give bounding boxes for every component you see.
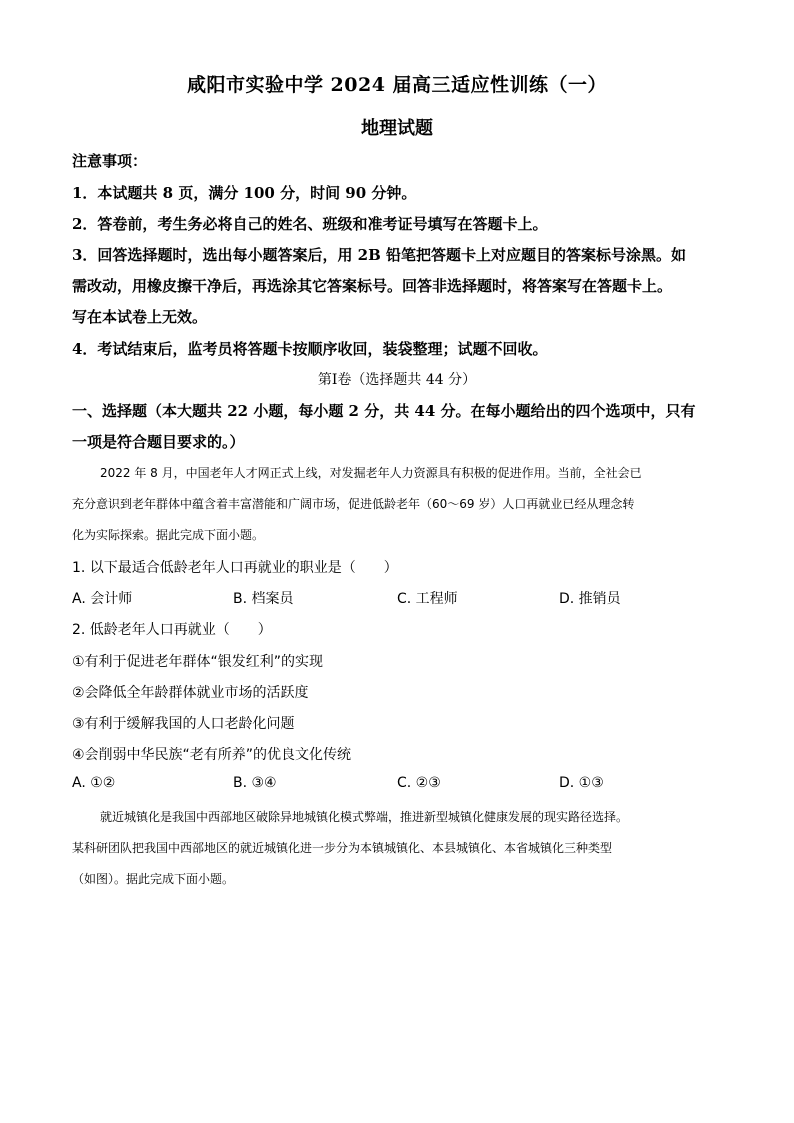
section-heading-cont: 一项是符合题目要求的。） [72,433,245,451]
exam-title: 咸阳市实验中学 2024 届高三适应性训练（一） [186,74,608,96]
q2-option-d: D. ①③ [559,775,604,791]
passage-text: 化为实际探索。据此完成下面小题。 [72,528,265,542]
section-heading: 一、选择题（本大题共 22 小题，每小题 2 分，共 44 分。在每小题给出的四个选项中，只有 [72,402,696,420]
q2-statement: ①有利于促进老年群体“银发红利”的实现 [72,654,324,670]
notice-item: 2．答卷前，考生务必将自己的姓名、班级和准考证号填写在答题卡上。 [72,215,548,233]
q2-option-c: C. ②③ [397,775,441,791]
q2-statement: ③有利于缓解我国的人口老龄化问题 [72,716,295,732]
notice-item: 3．回答选择题时，选出每小题答案后，用 2B 铅笔把答题卡上对应题目的答案标号涂黑。如 [72,246,687,264]
notice-item: 写在本试卷上无效。 [72,308,208,326]
q2-option-b: B. ③④ [233,775,277,791]
notice-item: 需改动，用橡皮擦干净后，再选涂其它答案标号。回答非选择题时，将答案写在答题卡上。 [72,277,673,295]
question-2-stem: 2. 低龄老年人口再就业（ ） [72,622,272,638]
q1-option-b: B. 档案员 [233,591,294,607]
passage-text: 充分意识到老年群体中蕴含着丰富潜能和广阔市场，促进低龄老年（60～69 岁）人口再就业已经从理念转 [72,497,635,511]
notice-item: 4．考试结束后，监考员将答题卡按顺序收回，装袋整理；试题不回收。 [72,340,548,358]
q2-statement: ④会削弱中华民族“老有所养”的优良文化传统 [72,747,352,763]
q1-option-a: A. 会计师 [72,591,133,607]
part-title: 第Ⅰ卷（选择题共 44 分） [317,372,477,388]
exam-subtitle: 地理试题 [361,118,433,139]
passage-text: 2022 年 8 月，中国老年人才网正式上线，对发掘老年人力资源具有积极的促进作用。当前，全社会已 [100,466,642,480]
passage-text: 某科研团队把我国中西部地区的就近城镇化进一步分为本镇城镇化、本县城镇化、本省城镇化三种类型 [72,841,613,855]
passage-text: 就近城镇化是我国中西部地区破除异地城镇化模式弊端，推进新型城镇化健康发展的现实路径选择。 [100,810,629,824]
q2-option-a: A. ①② [72,775,116,791]
question-1-stem: 1. 以下最适合低龄老年人口再就业的职业是（ ） [72,560,398,576]
q1-option-d: D. 推销员 [559,591,621,607]
notice-item: 1．本试题共 8 页，满分 100 分，时间 90 分钟。 [72,184,417,202]
notice-heading: 注意事项： [72,152,148,170]
q1-option-c: C. 工程师 [397,591,458,607]
passage-text: （如图）。据此完成下面小题。 [72,872,235,886]
q2-statement: ②会降低全年龄群体就业市场的活跃度 [72,685,309,701]
